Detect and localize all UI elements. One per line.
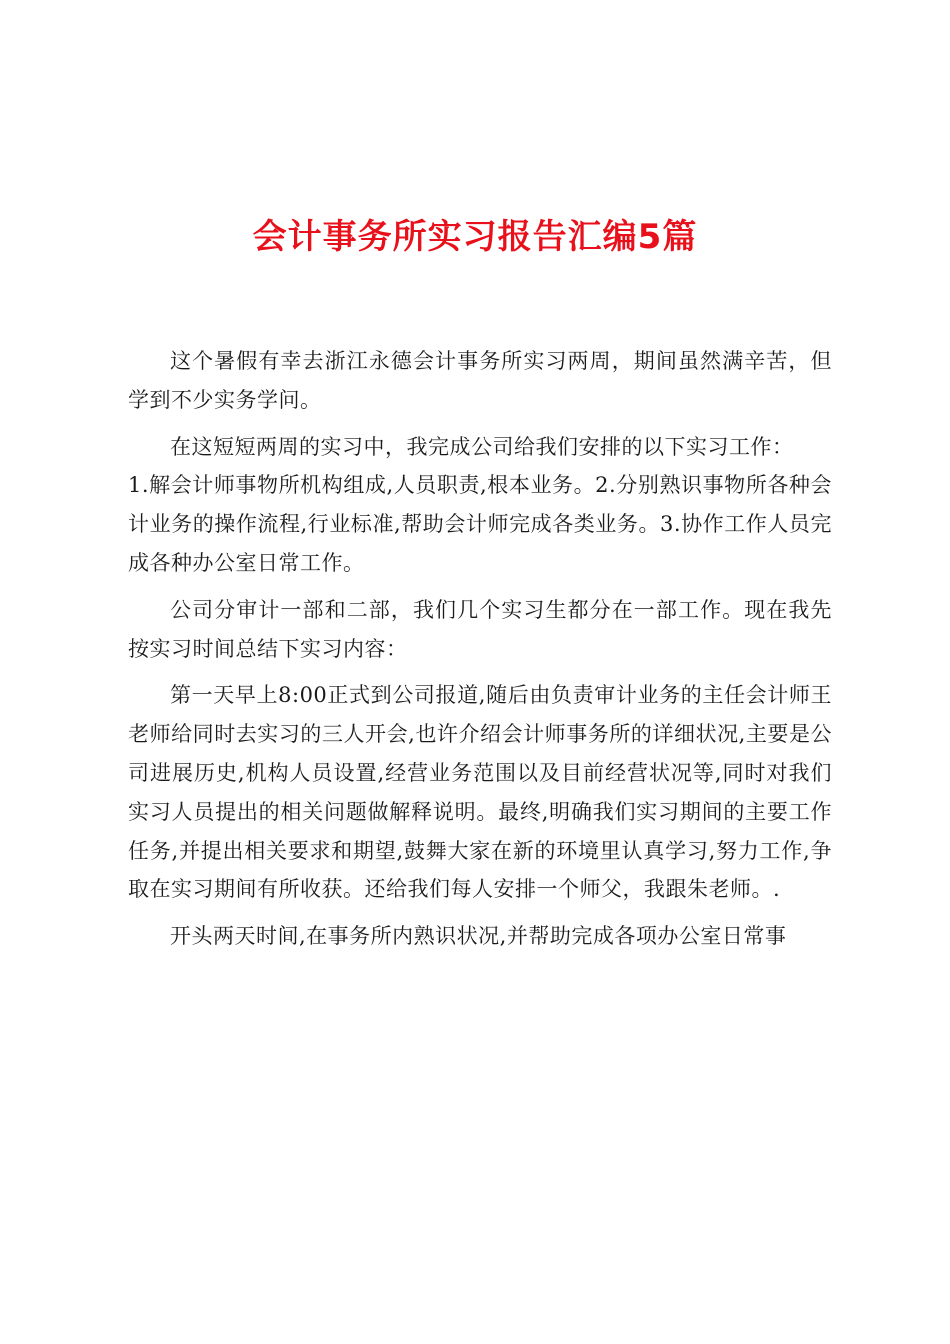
paragraph-4: 第一天早上8:00正式到公司报道,随后由负责审计业务的主任会计师王老师给同时去实习的三人开会,也许介绍会计师事务所的详细状况,主要是公司进展历史,机构人员设置,经营业务范围以及目前经营状况等,同时对我们实习人员提出的相关问题做解释说明。最终,明确我们实习期间的主要工作任务,并提出相关要求和期望,鼓舞大家在新的环境里认真学习,努力工作,争取在实习期间有所收获。还给我们每人安排一个师父，我跟朱老师。. — [128, 683, 832, 902]
paragraph-1: 这个暑假有幸去浙江永德会计事务所实习两周，期间虽然满辛苦，但学到不少实务学问。 — [128, 349, 832, 412]
document-title: 会计事务所实习报告汇编5篇 — [252, 217, 698, 257]
document-body — [128, 342, 832, 964]
paragraph-5: 开头两天时间,在事务所内熟识状况,并帮助完成各项办公室日常事 — [170, 924, 787, 949]
paragraph-3: 公司分审计一部和二部，我们几个实习生都分在一部工作。现在我先按实习时间总结下实习内容： — [128, 597, 832, 661]
paragraph-2: 在这短短两周的实习中，我完成公司给我们安排的以下实习工作： 1.解会计师事物所机构组成,人员职责,根本业务。2.分别熟识事物所各种会计业务的操作流程,行业标准,帮助会计师完成各类业务。3.协作工作人员完成各种办公室日常工作。 — [128, 434, 832, 575]
